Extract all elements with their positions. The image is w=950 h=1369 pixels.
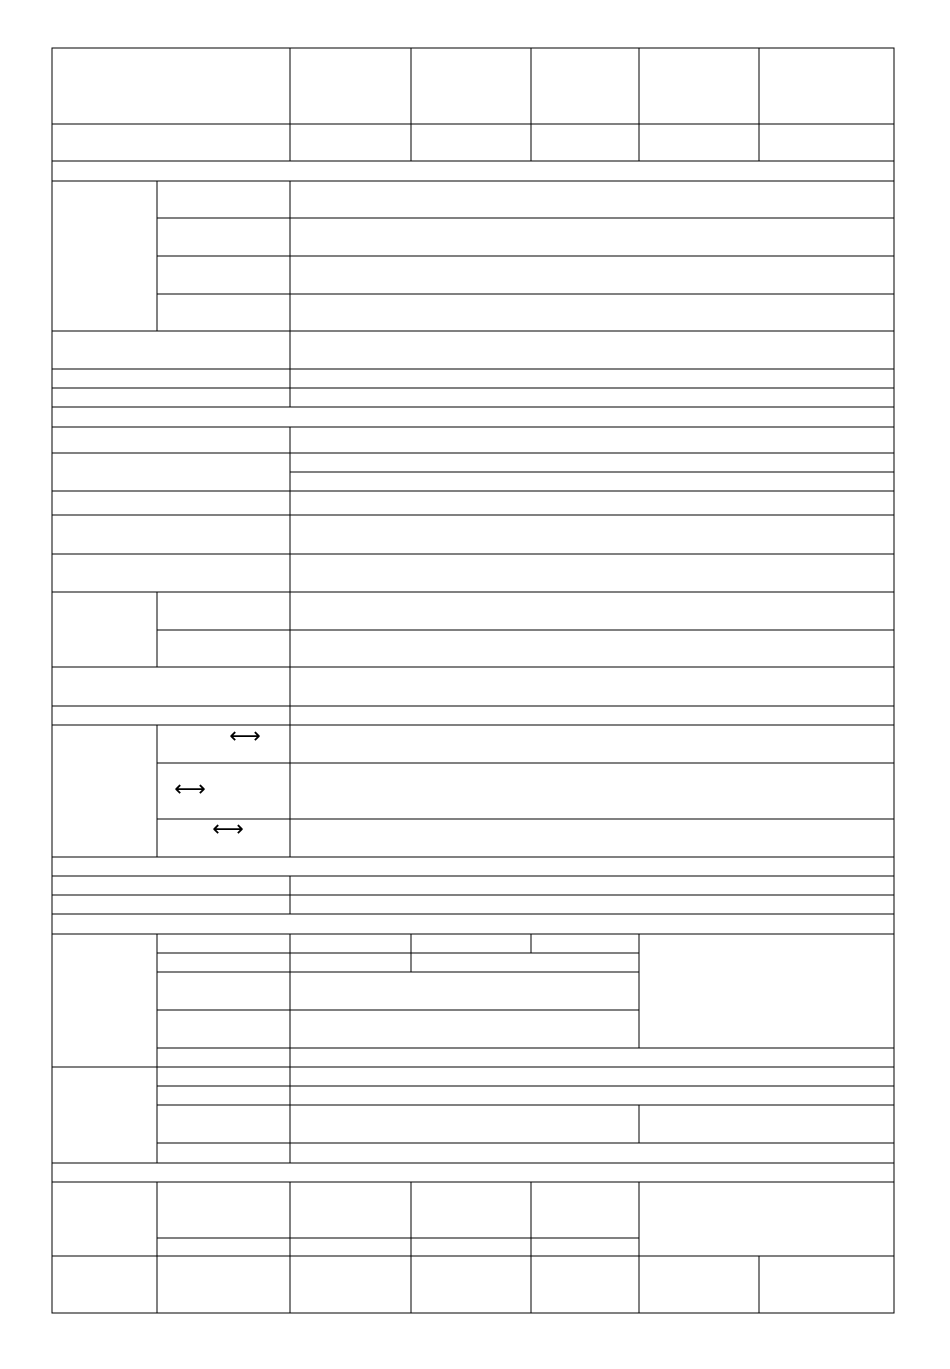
- table-border: [52, 48, 894, 1313]
- bidirectional-arrow-icon: ⟷: [212, 817, 244, 842]
- bidirectional-arrow-icon: ⟷: [229, 724, 261, 749]
- bidirectional-arrow-icon: ⟷: [174, 777, 206, 802]
